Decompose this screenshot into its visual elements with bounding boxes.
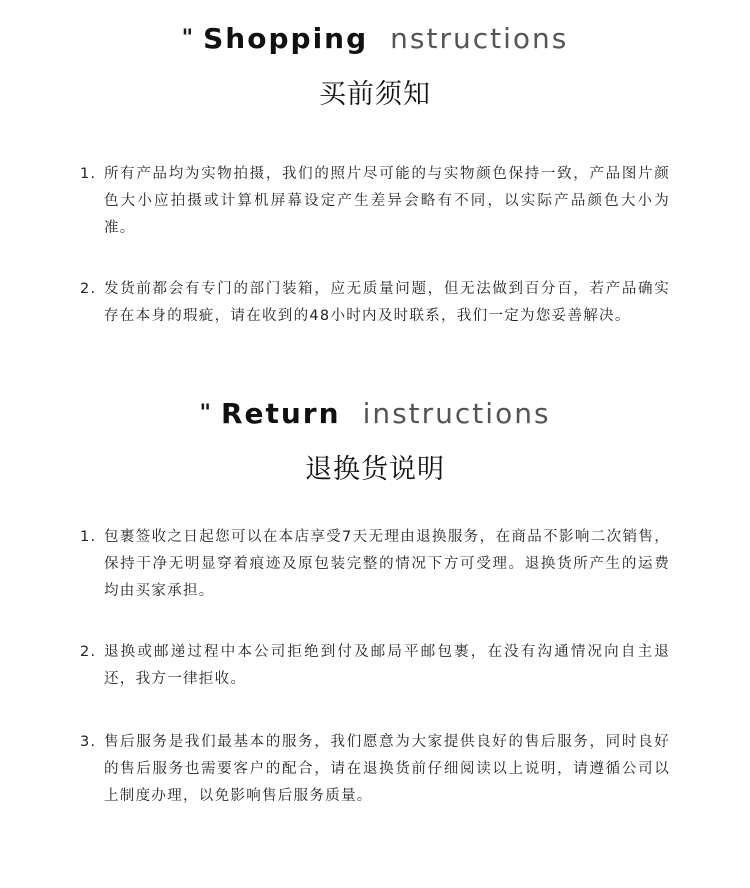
item-number: 2. xyxy=(80,281,97,297)
return-title-bold: Return xyxy=(220,397,341,430)
item-text: 所有产品均为实物拍摄，我们的照片尽可能的与实物颜色保持一致，产品图片颜色大小应拍摄或计算机屏幕设定产生差异会略有不同，以实际产品颜色大小为准。 xyxy=(104,166,670,236)
return-section xyxy=(0,397,750,487)
shopping-section xyxy=(0,22,750,112)
return-item-2 xyxy=(80,639,670,693)
return-quote-mark: " xyxy=(199,401,213,426)
return-title-light: instructions xyxy=(362,397,551,430)
item-number: 1. xyxy=(80,529,97,545)
return-item-1 xyxy=(80,524,670,605)
return-item-3 xyxy=(80,729,670,810)
shopping-title-bold: Shopping xyxy=(203,22,369,55)
item-text: 售后服务是我们最基本的服务，我们愿意为大家提供良好的售后服务，同时良好的售后服务也需要客户的配合，请在退换货前仔细阅读以上说明，请遵循公司以上制度办理，以免影响售后服务质量。 xyxy=(104,734,670,804)
shopping-heading-zh: 买前须知 xyxy=(319,79,431,110)
item-number: 3. xyxy=(80,734,97,750)
item-text: 发货前都会有专门的部门装箱，应无质量问题，但无法做到百分百，若产品确实存在本身的瑕疵，请在收到的48小时内及时联系，我们一定为您妥善解决。 xyxy=(104,281,670,324)
item-text: 包裹签收之日起您可以在本店享受7天无理由退换服务，在商品不影响二次销售，保持干净无明显穿着痕迹及原包装完整的情况下方可受理。退换货所产生的运费均由买家承担。 xyxy=(104,529,670,599)
item-number: 2. xyxy=(80,644,97,660)
shopping-item-2 xyxy=(80,276,670,330)
return-heading-en xyxy=(0,397,750,431)
item-text: 退换或邮递过程中本公司拒绝到付及邮局平邮包裹，在没有沟通情况向自主退还，我方一律拒收。 xyxy=(104,644,670,687)
shopping-quote-mark: " xyxy=(181,26,196,51)
shopping-title-light: nstructions xyxy=(390,22,569,55)
shopping-heading-en xyxy=(0,22,750,56)
shopping-item-1 xyxy=(80,161,670,242)
return-heading-zh: 退换货说明 xyxy=(305,454,445,485)
item-number: 1. xyxy=(80,166,97,182)
